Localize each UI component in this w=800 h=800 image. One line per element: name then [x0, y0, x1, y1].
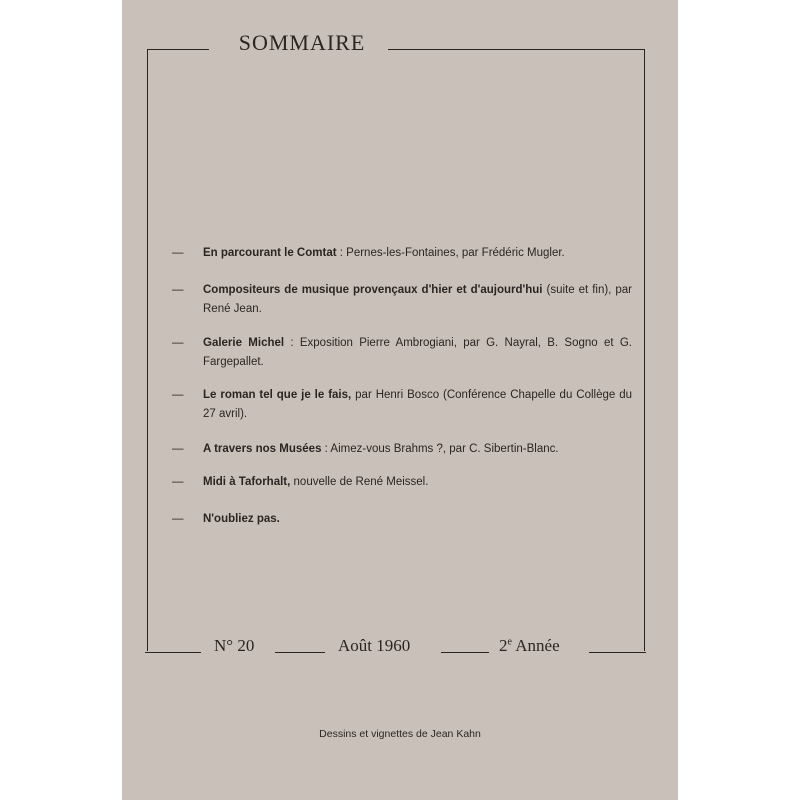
bottom-rule-4 — [589, 652, 646, 653]
entry-separator: : — [284, 337, 300, 349]
entry-detail: Pernes-les-Fontaines, par Frédéric Mugler. — [346, 247, 565, 259]
toc-entry — [172, 386, 632, 424]
entry-dash: — — [172, 513, 184, 525]
entry-dash: — — [172, 476, 184, 488]
top-rule-left — [147, 49, 209, 50]
toc-entry — [172, 510, 632, 529]
toc-entry — [172, 440, 632, 459]
entry-detail: Aimez-vous Brahms ?, par C. Sibertin-Blanc. — [330, 443, 559, 455]
entry-dash: — — [172, 389, 184, 401]
toc-entry — [172, 244, 632, 263]
toc-entry — [172, 281, 632, 319]
entry-title: N'oubliez pas. — [203, 513, 280, 525]
toc-entry — [172, 334, 632, 372]
issue-year — [495, 636, 564, 656]
entry-separator: : — [321, 443, 331, 455]
entry-dash: — — [172, 337, 184, 349]
entry-title: Midi à Taforhalt, — [203, 476, 291, 488]
entry-detail: par Henri Bosco (Conférence Chapelle du Collège du 27 avril). — [203, 389, 633, 420]
entry-detail: nouvelle de René Meissel. — [293, 476, 429, 488]
year-word: Année — [511, 636, 560, 655]
entry-title: A travers nos Musées — [203, 443, 322, 455]
entry-title: En parcourant le Comtat — [203, 247, 337, 259]
entry-dash: — — [172, 247, 184, 259]
year-number: 2 — [499, 636, 508, 655]
entry-separator: : — [336, 247, 347, 259]
bottom-rule-1 — [145, 652, 201, 653]
entry-title: Compositeurs de musique provençaux d'hier et d'aujourd'hui — [203, 284, 543, 296]
top-rule-right — [382, 49, 644, 50]
bottom-rule-2 — [275, 652, 325, 653]
year-ordinal: e — [507, 636, 512, 648]
entry-dash: — — [172, 284, 184, 296]
bottom-rule-3 — [441, 652, 489, 653]
entry-detail: (suite et fin), par René Jean. — [203, 284, 632, 315]
entry-dash: — — [172, 443, 184, 455]
entry-title: Le roman tel que je le fais, — [203, 389, 352, 401]
toc-entry — [172, 473, 632, 492]
page-title: SOMMAIRE — [216, 30, 388, 56]
entry-title: Galerie Michel — [203, 337, 285, 349]
issue-date: Août 1960 — [334, 636, 414, 656]
issue-number: N° 20 — [210, 636, 258, 656]
illustration-credit: Dessins et vignettes de Jean Kahn — [319, 728, 481, 740]
entry-detail: Exposition Pierre Ambrogiani, par G. Nayral, B. Sogno et G. Fargepallet. — [203, 337, 632, 368]
